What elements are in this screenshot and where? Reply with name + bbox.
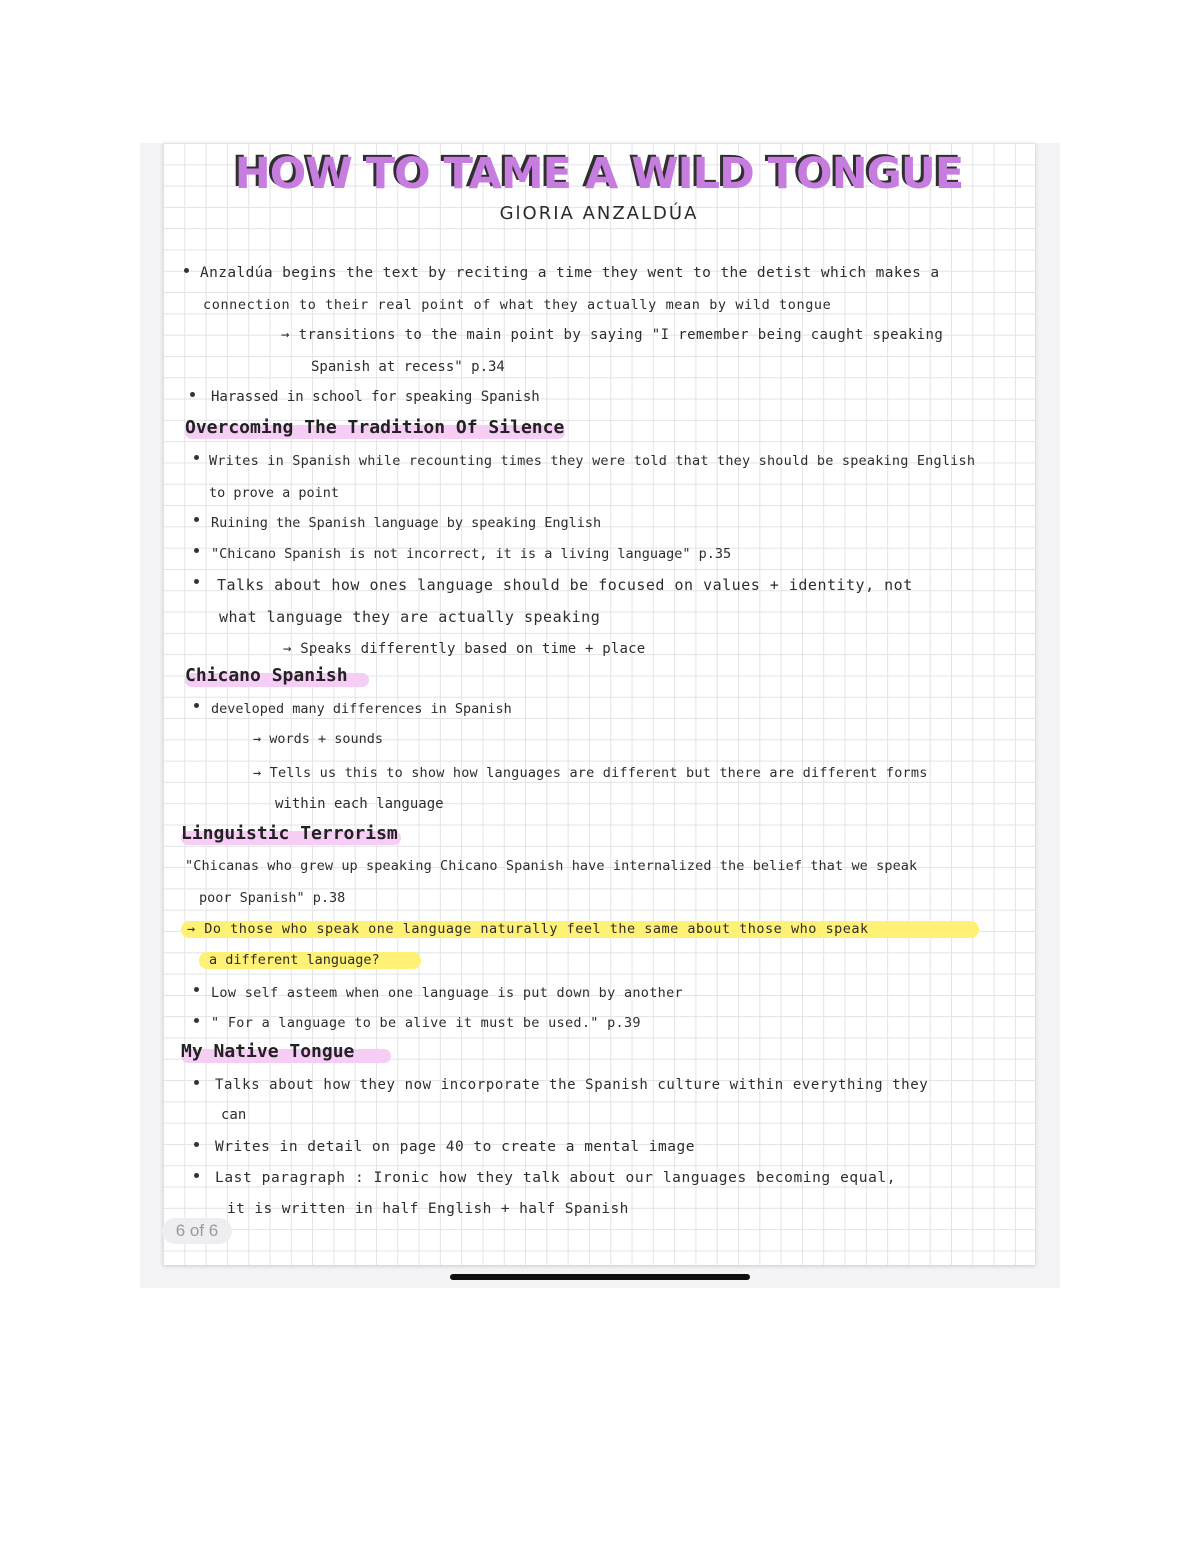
note-line: connection to their real point of what they actually mean by wild tongue	[203, 297, 832, 313]
note-line: it is written in half English + half Spanish	[227, 1201, 629, 1217]
notes-title: HOW TO TAME A WILD TONGUE	[234, 149, 964, 199]
section-heading: My Native Tongue	[181, 1041, 355, 1062]
note-line: Writes in detail on page 40 to create a mental image	[215, 1139, 695, 1155]
bullet-dot	[194, 1018, 199, 1023]
note-line: developed many differences in Spanish	[211, 701, 512, 717]
note-line: Ruining the Spanish language by speaking English	[211, 515, 602, 531]
section-heading: Overcoming The Tradition Of Silence	[185, 417, 565, 438]
bullet-dot	[194, 517, 199, 522]
quote-line: "Chicanas who grew up speaking Chicano Spanish have internalized the belief that we speak	[185, 858, 918, 874]
note-line: Talks about how ones language should be focused on values + identity, not	[217, 576, 913, 594]
quote-line: poor Spanish" p.38	[199, 890, 346, 906]
bullet-dot	[194, 987, 199, 992]
note-line: Writes in Spanish while recounting times they were told that they should be speaking English	[209, 453, 976, 469]
key-question: → Do those who speak one language naturally feel the same about those who speak	[187, 921, 869, 937]
note-line: Last paragraph : Ironic how they talk about our languages becoming equal,	[215, 1170, 897, 1186]
note-subpoint: → transitions to the main point by saying "I remember being caught speaking	[281, 327, 944, 343]
bullet-dot	[194, 1173, 199, 1178]
quote-line: " For a language to be alive it must be used." p.39	[211, 1015, 641, 1031]
bullet-dot	[194, 579, 199, 584]
note-line: Anzaldúa begins the text by reciting a time they went to the detist which makes a	[200, 265, 940, 281]
note-subpoint: → Speaks differently based on time + place	[283, 641, 646, 657]
section-heading: Linguistic Terrorism	[181, 823, 398, 844]
bullet-dot	[184, 268, 189, 273]
bullet-dot	[194, 703, 199, 708]
note-line: Low self asteem when one language is put down by another	[211, 985, 683, 1001]
bullet-dot	[194, 548, 199, 553]
page-indicator: 6 of 6	[162, 1218, 232, 1244]
note-line: what language they are actually speaking	[219, 608, 601, 626]
bullet-dot	[194, 1080, 199, 1085]
note-line: to prove a point	[209, 485, 340, 501]
note-subpoint: → words + sounds	[253, 731, 384, 747]
note-line: Talks about how they now incorporate the Spanish culture within everything they	[215, 1077, 929, 1093]
note-line: can	[221, 1107, 247, 1123]
note-line: Spanish at recess" p.34	[311, 359, 505, 375]
bullet-dot	[194, 455, 199, 460]
bullet-dot	[194, 1142, 199, 1147]
home-indicator-bar[interactable]	[450, 1274, 750, 1280]
quote-line: "Chicano Spanish is not incorrect, it is a living language" p.35	[211, 546, 732, 562]
key-question: a different language?	[209, 952, 380, 968]
note-line: within each language	[275, 796, 444, 812]
notes-page[interactable]	[163, 143, 1035, 1265]
bullet-dot	[190, 392, 195, 397]
section-heading: Chicano Spanish	[185, 665, 348, 686]
note-line: Harassed in school for speaking Spanish	[211, 389, 540, 405]
note-subpoint: → Tells us this to show how languages are different but there are different forms	[253, 765, 928, 781]
notes-author: GlORIA ANZALDÚA	[499, 203, 699, 224]
